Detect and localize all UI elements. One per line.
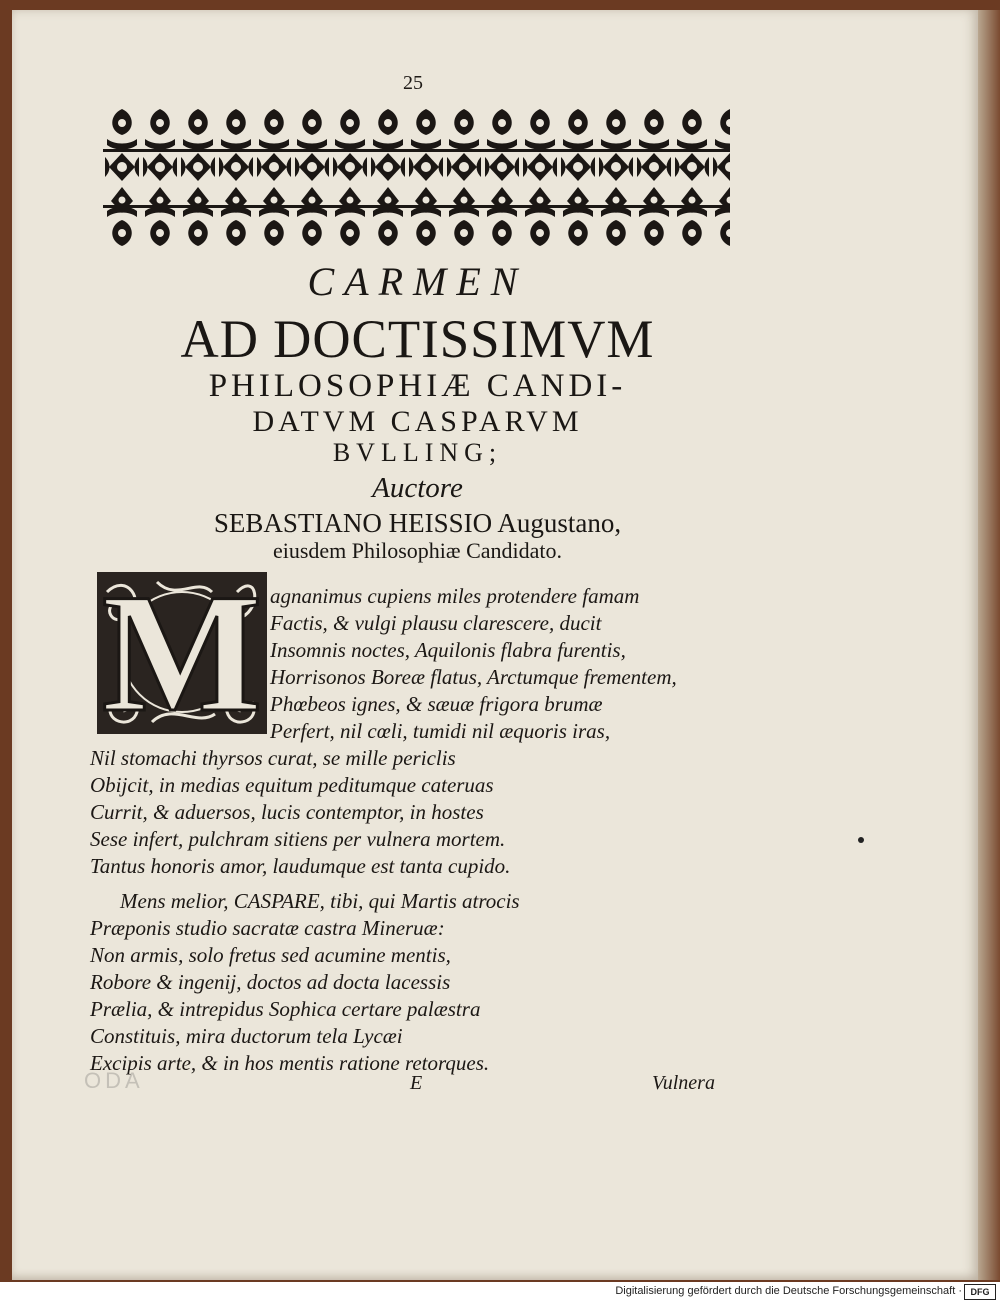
verse-line: Insomnis noctes, Aquilonis flabra furentis,	[270, 638, 626, 662]
verse-line: Currit, & aduersos, lucis contemptor, in hostes	[90, 800, 484, 824]
verse-line: Prælia, & intrepidus Sophica certare palæstra	[90, 997, 481, 1021]
page-number: 25	[403, 72, 423, 94]
page-edge	[978, 10, 1000, 1280]
verse-line: Factis, & vulgi plausu clarescere, ducit	[270, 611, 602, 635]
verse-line: Mens melior, CASPARE, tibi, qui Martis atrocis	[120, 889, 520, 913]
ink-dot	[858, 837, 864, 843]
title-line-philosophiae: PHILOSOPHIÆ CANDI-	[208, 368, 627, 404]
title-carmen: CARMEN	[307, 259, 528, 304]
verse-line: Excipis arte, & in hos mentis ratione retorques.	[90, 1051, 490, 1075]
verse-line: Obijcit, in medias equitum peditumque cateruas	[90, 773, 494, 797]
dfg-logo: DFG	[964, 1284, 996, 1300]
decorated-initial-m	[97, 572, 267, 734]
title-line-bulling: BVLLING;	[332, 438, 503, 467]
verse-line: Tantus honoris amor, laudumque est tanta cupido.	[90, 854, 511, 878]
library-stamp: ODA	[84, 1068, 144, 1093]
verse-line: Robore & ingenij, doctos ad docta lacessis	[90, 970, 451, 994]
author-description: eiusdem Philosophiæ Candidato.	[272, 538, 563, 563]
author-label: Auctore	[372, 472, 463, 504]
catchword: Vulnera	[652, 1072, 715, 1094]
verse-line: Sese infert, pulchram sitiens per vulnera mortem.	[90, 827, 506, 851]
verse-line: Non armis, solo fretus sed acumine mentis,	[90, 943, 451, 967]
title-line-datum: DATVM CASPARVM	[252, 405, 583, 438]
verse-line: Phœbeos ignes, & sæuæ frigora brumæ	[270, 692, 603, 716]
verse-line: Perfert, nil cœli, tumidi nil æquoris iras,	[270, 719, 611, 743]
signature-mark: E	[410, 1072, 423, 1094]
verse-line: Horrisonos Boreæ flatus, Arctumque frementem,	[270, 665, 677, 689]
verse-line: Constituis, mira ductorum tela Lycæi	[90, 1024, 403, 1048]
ornamental-headpiece	[103, 105, 730, 250]
author-name: SEBASTIANO HEISSIO Augustano,	[213, 508, 622, 538]
digitization-credit: Digitalisierung gefördert durch die Deutsche Forschungsgemeinschaft ·	[615, 1285, 962, 1297]
svg-text:M: M	[101, 572, 263, 734]
verse-line: Nil stomachi thyrsos curat, se mille periclis	[90, 746, 456, 770]
verse-line: Præponis studio sacratæ castra Mineruæ:	[90, 916, 445, 940]
verse-line: agnanimus cupiens miles protendere famam	[270, 584, 640, 608]
title-main: AD DOCTISSIMVM	[180, 309, 655, 369]
